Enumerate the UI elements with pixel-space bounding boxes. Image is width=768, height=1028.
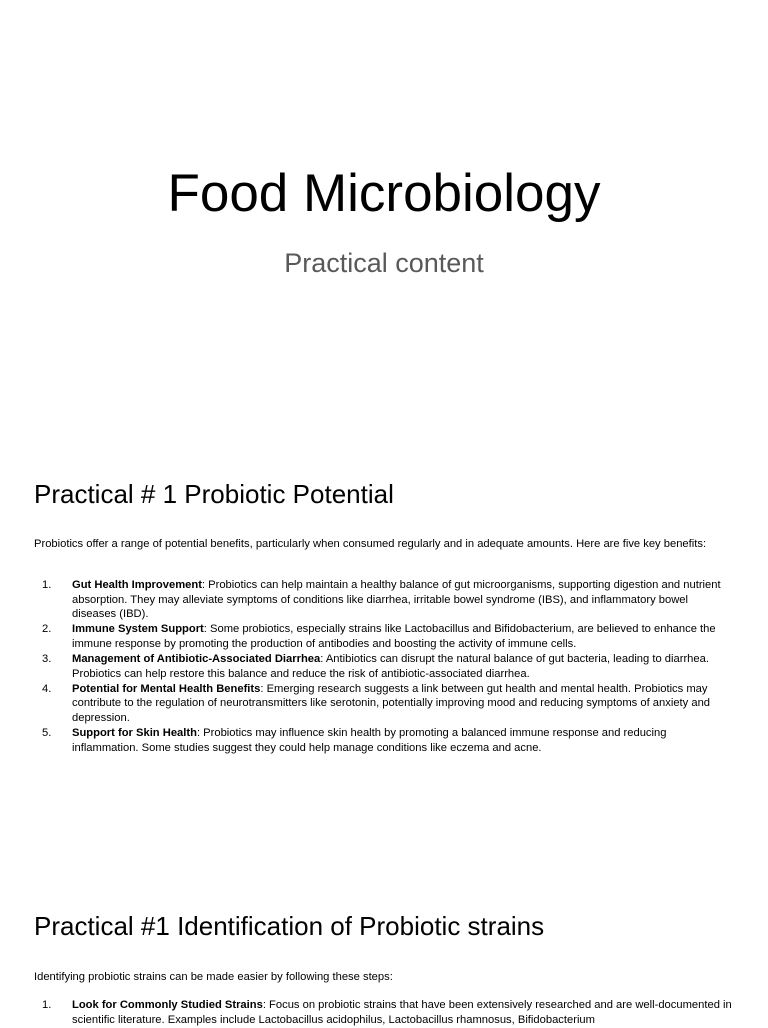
list-item-term: Support for Skin Health [72,726,197,739]
list-item-term: Management of Antibiotic-Associated Diarrhea [72,652,321,665]
list-item [34,682,734,726]
identification-steps-list [34,998,734,1028]
list-item [34,652,734,681]
list-item-text: : Some probiotics, especially strains like Lactobacillus and Bifidobacterium, are believed to enhance the immune response by promoting the production of antibodies and boosting the activity of immune cells. [72,623,716,650]
list-item [34,578,734,622]
list-item-number: 4. [42,682,52,695]
section-heading-probiotic-potential: Practical # 1 Probiotic Potential [34,479,394,509]
list-item-term: Immune System Support [72,623,204,636]
list-item [34,622,734,651]
list-item-term: Potential for Mental Health Benefits [72,682,261,695]
list-item [34,726,734,755]
list-item-number: 1. [42,999,52,1011]
section-heading-identification: Practical #1 Identification of Probiotic strains [34,911,545,941]
list-item-term: Look for Commonly Studied Strains [72,999,263,1011]
document-subtitle: Practical content [284,248,484,278]
list-item [34,998,734,1027]
section-intro-probiotic-potential: Probiotics offer a range of potential benefits, particularly when consumed regularly and in adequate amounts. Here are five key benefits: [34,538,707,550]
benefits-list [34,578,734,756]
list-item-text: : Focus on probiotic strains that have been extensively researched and are well-documented in scientific literature. Examples include Lactobacillus acidophilus, Lactobacillus rhamnosus, Bifidobacterium [72,999,732,1026]
list-item-text: : Emerging research suggests a link between gut health and mental health. Probiotics may contribute to the regulation of neurotransmitters like serotonin, potentially improving mood and reducing symptoms of anxiety and depression. [72,682,711,724]
list-item-text: : Probiotics can help maintain a healthy balance of gut microorganisms, supporting digestion and nutrient absorption. They may alleviate symptoms of conditions like diarrhea, irritable bowel syndrome (IBS), and inflammatory bowel diseases (IBD). [72,579,721,621]
list-item-term: Gut Health Improvement [72,579,202,591]
list-item-number: 2. [42,623,52,636]
list-item-number: 3. [42,652,52,665]
list-item-number: 5. [42,726,52,739]
section-intro-identification: Identifying probiotic strains can be made easier by following these steps: [34,971,393,983]
list-item-text: : Probiotics may influence skin health by promoting a balanced immune response and reducing inflammation. Some studies suggest they could help manage conditions like eczema and acne. [72,726,667,754]
document-title: Food Microbiology [167,164,601,223]
list-item-text: : Antibiotics can disrupt the natural balance of gut bacteria, leading to diarrhea. Probiotics can help restore this balance and reduce the risk of antibiotic-associated diarrhea. [72,652,709,680]
list-item-number: 1. [42,579,52,591]
